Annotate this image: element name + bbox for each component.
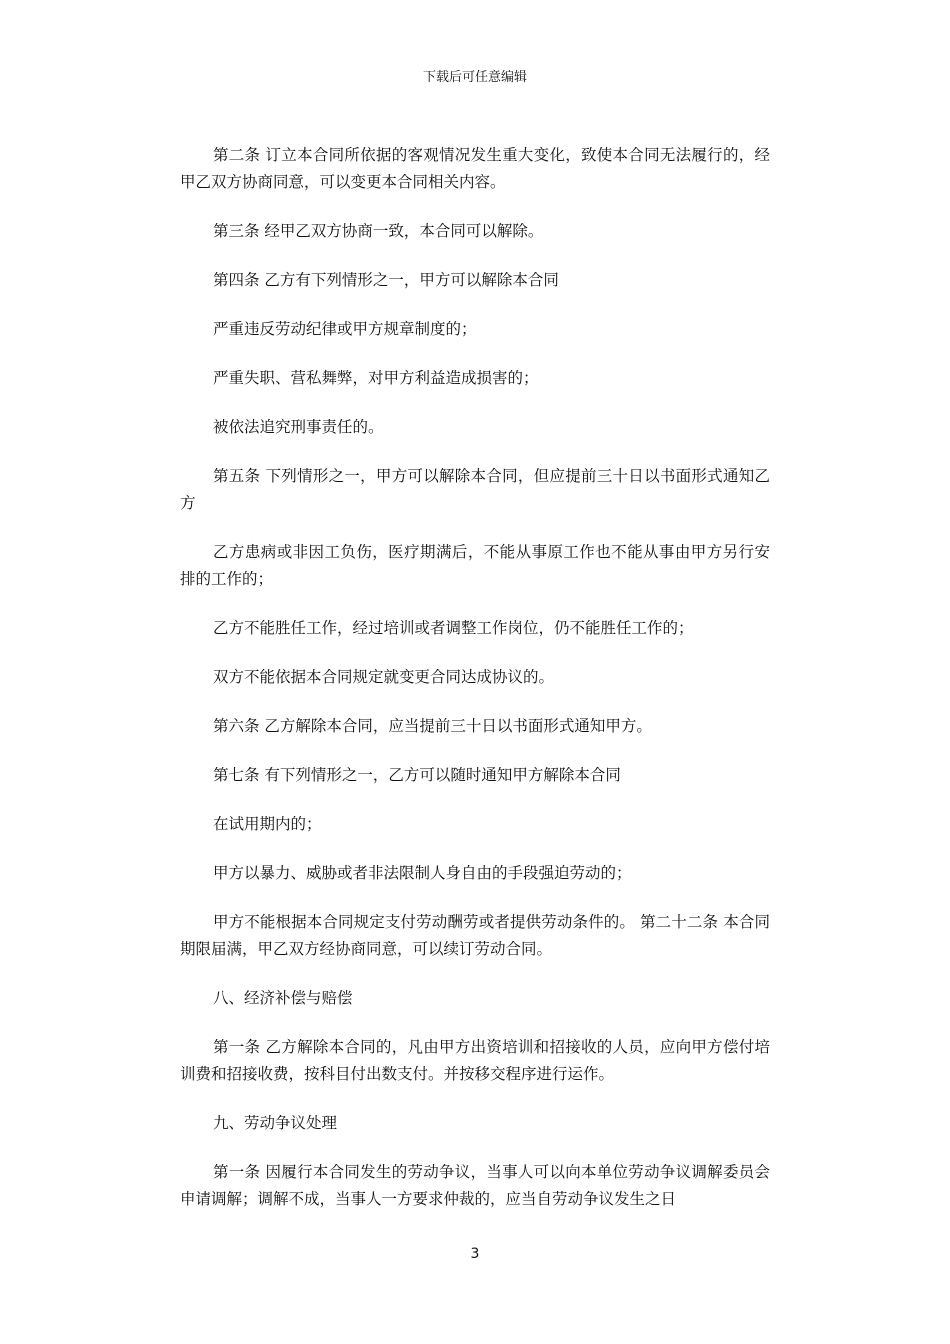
paragraph: 乙方患病或非因工负伤，医疗期满后，不能从事原工作也不能从事由甲方另行安排的工作的；	[180, 543, 770, 588]
paragraph: 第一条 乙方解除本合同的，凡由甲方出资培训和招接收的人员，应向甲方偿付培训费和招接收费，按科目付出数支付。并按移交程序进行运作。	[180, 1038, 770, 1083]
paragraph: 乙方不能胜任工作，经过培训或者调整工作岗位，仍不能胜任工作的；	[213, 619, 694, 637]
paragraph: 双方不能依据本合同规定就变更合同达成协议的。	[213, 668, 555, 686]
paragraph: 严重违反劳动纪律或甲方规章制度的；	[213, 320, 477, 338]
section-heading: 八、经济补偿与赔偿	[213, 989, 353, 1007]
page-number: 3	[470, 1246, 480, 1262]
document-body	[180, 142, 770, 1235]
paragraph: 严重失职、营私舞弊，对甲方利益造成损害的；	[213, 369, 539, 387]
paragraph: 第四条 乙方有下列情形之一，甲方可以解除本合同	[213, 271, 559, 289]
paragraph: 第二条 订立本合同所依据的客观情况发生重大变化，致使本合同无法履行的，经甲乙双方协商同意，可以变更本合同相关内容。	[180, 146, 770, 191]
section-heading: 九、劳动争议处理	[213, 1114, 338, 1132]
paragraph: 被依法追究刑事责任的。	[213, 418, 384, 436]
paragraph: 第七条 有下列情形之一，乙方可以随时通知甲方解除本合同	[213, 766, 621, 784]
paragraph: 第一条 因履行本合同发生的劳动争议，当事人可以向本单位劳动争议调解委员会申请调解；调解不成，当事人一方要求仲裁的，应当自劳动争议发生之日	[180, 1163, 770, 1208]
paragraph: 在试用期内的；	[213, 815, 322, 833]
paragraph: 甲方不能根据本合同规定支付劳动酬劳或者提供劳动条件的。 第二十二条 本合同期限届满，甲乙双方经协商同意，可以续订劳动合同。	[180, 913, 770, 958]
paragraph: 第六条 乙方解除本合同，应当提前三十日以书面形式通知甲方。	[213, 717, 652, 735]
paragraph: 第三条 经甲乙双方协商一致，本合同可以解除。	[213, 222, 544, 240]
paragraph: 甲方以暴力、威胁或者非法限制人身自由的手段强迫劳动的；	[213, 864, 632, 882]
page-header: 下载后可任意编辑	[422, 70, 527, 85]
paragraph: 第五条 下列情形之一，甲方可以解除本合同，但应提前三十日以书面形式通知乙方	[180, 467, 770, 512]
